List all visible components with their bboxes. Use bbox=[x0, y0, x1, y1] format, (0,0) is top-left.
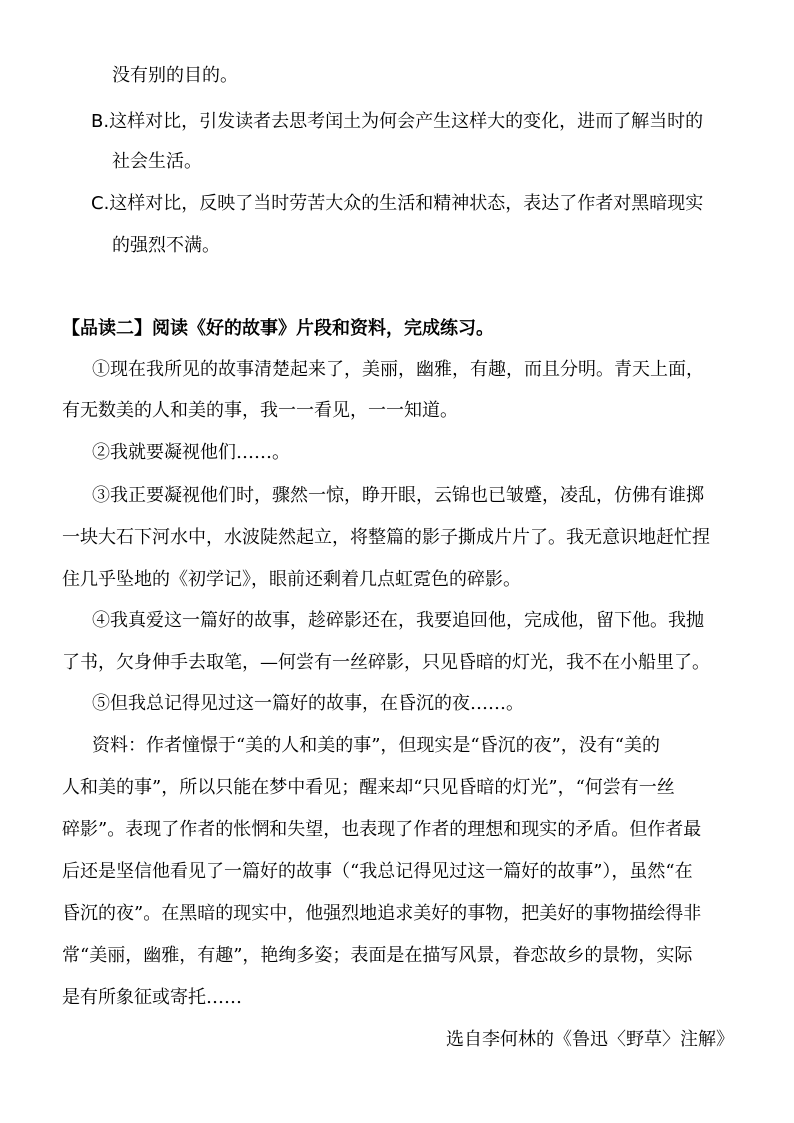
passage-p3-line3: 住几乎坠地的《初学记》，眼前还剩着几点虹霓色的碎影。 bbox=[62, 569, 521, 590]
section-heading: 【品读二】阅读《好的故事》片段和资料，完成练习。 bbox=[62, 318, 494, 339]
option-b-line2: 社会生活。 bbox=[112, 151, 202, 172]
passage-p1-line1: ①现在我所见的故事清楚起来了，美丽，幽雅，有趣，而且分明。青天上面， bbox=[92, 359, 704, 380]
material-source: 选自李何林的《鲁迅〈野草〉注解》 bbox=[446, 1029, 734, 1050]
passage-p3-line2: 一块大石下河水中，水波陡然起立，将整篇的影子撕成片片了。我无意识地赶忙捏 bbox=[62, 527, 710, 548]
passage-p3-line1: ③我正要凝视他们时，骤然一惊，睁开眼，云锦也已皱蹙，凌乱，仿佛有谁掷 bbox=[92, 485, 704, 506]
material-line3: 碎影”。表现了作者的怅惘和失望，也表现了作者的理想和现实的矛盾。但作者最 bbox=[62, 819, 702, 840]
material-line4: 后还是坚信他看见了一篇好的故事（“我总记得见过这一篇好的故事”），虽然“在 bbox=[62, 861, 693, 882]
material-line2: 人和美的事”，所以只能在梦中看见；醒来却“只见昏暗的灯光”，“何尝有一丝 bbox=[62, 777, 675, 798]
passage-p4-line1: ④我真爱这一篇好的故事，趁碎影还在，我要追回他，完成他，留下他。我抛 bbox=[92, 610, 704, 631]
passage-p2-line1: ②我就要凝视他们……。 bbox=[92, 442, 290, 463]
option-c-line1: C.这样对比，反映了当时劳苦大众的生活和精神状态，表达了作者对黑暗现实 bbox=[91, 193, 704, 214]
passage-p4-line2: 了书，欠身伸手去取笔，—何尝有一丝碎影，只见昏暗的灯光，我不在小船里了。 bbox=[62, 652, 710, 673]
option-a-continuation: 没有别的目的。 bbox=[112, 65, 238, 86]
passage-p5-line1: ⑤但我总记得见过这一篇好的故事，在昏沉的夜……。 bbox=[92, 693, 524, 714]
material-line1: 资料：作者憧憬于“美的人和美的事”，但现实是“昏沉的夜”，没有“美的 bbox=[92, 735, 661, 756]
option-b-line1: B.这样对比，引发读者去思考闰土为何会产生这样大的变化，进而了解当时的 bbox=[91, 111, 704, 132]
material-line6: 常“美丽，幽雅，有趣”，艳绚多姿；表面是在描写风景，眷恋故乡的景物，实际 bbox=[62, 945, 693, 966]
material-line5: 昏沉的夜”。在黑暗的现实中，他强烈地追求美好的事物，把美好的事物描绘得非 bbox=[62, 903, 702, 924]
passage-p1-line2: 有无数美的人和美的事，我一一看见，一一知道。 bbox=[62, 400, 458, 421]
material-line7: 是有所象征或寄托…… bbox=[62, 987, 242, 1008]
option-c-line2: 的强烈不满。 bbox=[112, 235, 220, 256]
